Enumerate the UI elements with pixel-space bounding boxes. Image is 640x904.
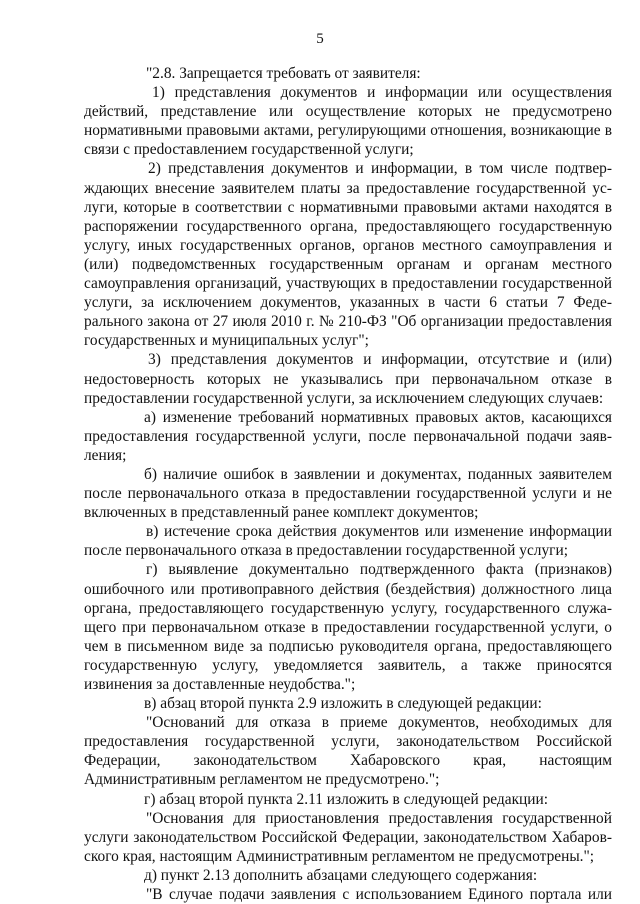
paragraph-2-8-heading: "2.8. Запрещается требовать от заявителя:: [146, 65, 421, 82]
paragraph-2-11-text: "Основания для приостановления предоставления государственной услуги законодательством Российской Федерации, законодательством Хабаровского края, настоящим Административным регламентом не предусмотрены.";: [84, 809, 612, 865]
paragraph-2-13-start: "В случае подачи заявления с использованием Единого портала или: [146, 886, 612, 904]
paragraph-subitem-v: в) истечение срока действия документов или изменение информации после первоначального отказа в предоставлении государственной услуги;: [84, 523, 612, 560]
paragraph-subitem-a: а) изменение требований нормативных правовых актов, касающихся предоставления государственной услуги, после первоначальной подачи заявления;: [84, 408, 612, 464]
paragraph-amendment-v: в) абзац второй пункта 2.9 изложить в следующей редакции:: [144, 695, 542, 713]
document-body: [84, 64, 612, 904]
paragraph-subitem-g: г) выявление документально подтвержденного факта (признаков) ошибочного или противоправного действия (бездействия) должностного лица органа, предоставляющего государственную услугу, государственного служащего при первоначальном отказе в предоставлении государственной услуги, о чем в письменном виде за подписью руководителя органа, предоставляющего государственную услугу, уведомляется заявитель, а также приносятся извинения за доставленные неудобства.";: [84, 561, 612, 693]
paragraph-item-2: 2) представления документов и информации, в том числе подтверждающих внесение заявителем платы за предоставление государственной услуги, которые в соответствии с нормативными правовыми актами находятся в распоряжении государственного органа, предоставляющего государственную услугу, иных государственных органов, органов местного самоуправления и (или) подведомственных государственным органам и органам местного самоуправления организаций, участвующих в предоставлении государственной услуги, за исключением документов, указанных в части 6 статьи 7 Федерального закона от 27 июля 2010 г. № 210-ФЗ "Об организации предоставления государственных и муниципальных услуг";: [84, 160, 612, 350]
paragraph-2-9-text: "Оснований для отказа в приеме документов, необходимых для предоставления государственной услуги, законодательством Российской Федерации, законодательством Хабаровского края, настоящим Административным регламентом не предусмотрено.";: [84, 714, 612, 789]
paragraph-item-1: 1) представления документов и информации или осуществления действий, представление или осуществление которых не предусмотрено нормативными правовыми актами, регулирующими отношения, возникающие в связи с преdоставлением государственной услуги;: [84, 84, 612, 159]
paragraph-subitem-b: б) наличие ошибок в заявлении и документах, поданных заявителем после первоначального отказа в предоставлении государственной услуги и не включенных в представленный ранее комплект документов;: [84, 465, 612, 522]
paragraph-amendment-d: д) пункт 2.13 дополнить абзацами следующего содержания:: [144, 866, 538, 884]
paragraph-item-3: 3) представления документов и информации, отсутствие и (или) недостоверность которых не указывались при первоначальном отказе в предоставлении государственной услуги, за исключением следующих случаев:: [84, 351, 612, 407]
page-number: 5: [316, 31, 324, 47]
paragraph-amendment-g: г) абзац второй пункта 2.11 изложить в следующей редакции:: [144, 790, 549, 808]
